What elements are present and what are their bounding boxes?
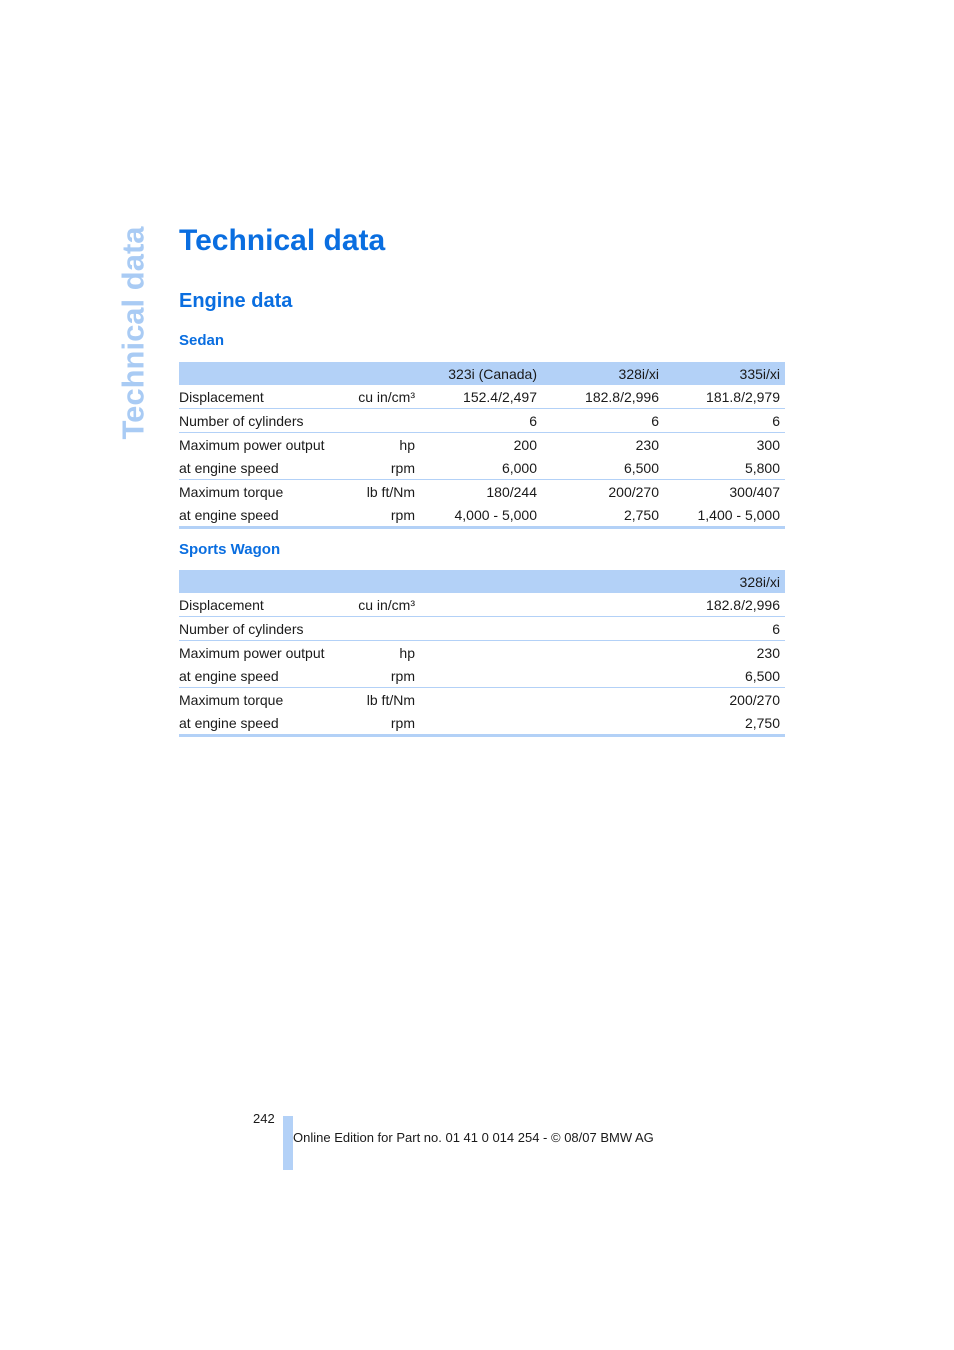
row-label: Number of cylinders — [179, 617, 354, 641]
cell-value: 6 — [420, 617, 785, 641]
row-label: Maximum power output — [179, 641, 354, 665]
row-label: Maximum torque — [179, 480, 354, 504]
page-number: 242 — [253, 1111, 275, 1126]
side-tab — [116, 228, 152, 438]
column-header: 323i (Canada) — [420, 362, 542, 385]
cell-value: 2,750 — [542, 503, 664, 528]
row-unit: hp — [354, 433, 420, 457]
cell-value: 182.8/2,996 — [585, 388, 659, 405]
cell-value: 6 — [664, 409, 785, 433]
cell-value: 300/407 — [664, 480, 785, 504]
row-unit: cu in/cm³ — [358, 388, 415, 405]
table-row — [179, 503, 785, 528]
row-label: Number of cylinders — [179, 409, 354, 433]
cell-value: 182.8/2,996 — [706, 596, 780, 613]
table-row — [179, 641, 785, 665]
table-row — [179, 688, 785, 712]
table-header-row — [179, 570, 785, 593]
table-row — [179, 617, 785, 641]
row-label: Maximum torque — [179, 688, 354, 712]
wagon-title: Sports Wagon — [179, 541, 281, 558]
column-header: 328i/xi — [420, 570, 785, 593]
row-label: at engine speed — [179, 503, 354, 528]
wagon-table — [179, 570, 785, 737]
row-label: Maximum power output — [179, 433, 354, 457]
row-label: Displacement — [179, 596, 264, 613]
row-unit: rpm — [390, 459, 415, 476]
cell-value: 6 — [542, 409, 664, 433]
cell-value: 200 — [420, 433, 542, 457]
table-row — [179, 433, 785, 457]
row-unit: rpm — [390, 667, 415, 684]
cell-value: 200/270 — [420, 688, 785, 712]
column-header: 335i/xi — [664, 362, 785, 385]
table-row — [179, 456, 785, 480]
table-row — [179, 593, 785, 617]
cell-value: 4,000 - 5,000 — [420, 503, 542, 528]
footer-accent-bar — [283, 1116, 293, 1170]
cell-value: 5,800 — [744, 459, 780, 476]
cell-value: 2,750 — [420, 711, 785, 736]
cell-value: 230 — [542, 433, 664, 457]
table-row — [179, 711, 785, 736]
cell-value: 152.4/2,497 — [463, 388, 537, 405]
cell-value: 1,400 - 5,000 — [664, 503, 785, 528]
row-label: at engine speed — [179, 667, 279, 684]
page-title: Technical data — [179, 224, 386, 257]
row-unit: hp — [354, 641, 420, 665]
cell-value: 6 — [420, 409, 542, 433]
sedan-title: Sedan — [179, 332, 225, 349]
sedan-table — [179, 362, 785, 529]
row-unit: lb ft/Nm — [354, 480, 420, 504]
row-unit: rpm — [354, 503, 420, 528]
cell-value: 300 — [664, 433, 785, 457]
table-row — [179, 480, 785, 504]
side-tab-label: Technical data — [116, 226, 151, 440]
cell-value: 181.8/2,979 — [706, 388, 780, 405]
table-header-row — [179, 362, 785, 385]
cell-value: 6,500 — [623, 459, 659, 476]
row-unit — [354, 617, 420, 641]
row-label: at engine speed — [179, 711, 354, 736]
cell-value: 6,500 — [744, 667, 780, 684]
cell-value: 6,000 — [501, 459, 537, 476]
row-unit: rpm — [354, 711, 420, 736]
row-unit: cu in/cm³ — [358, 596, 415, 613]
table-row — [179, 385, 785, 409]
section-title: Engine data — [179, 290, 293, 312]
cell-value: 200/270 — [542, 480, 664, 504]
row-label: Displacement — [179, 388, 264, 405]
column-header: 328i/xi — [542, 362, 664, 385]
table-row — [179, 664, 785, 688]
footer-text: Online Edition for Part no. 01 41 0 014 254 - © 08/07 BMW AG — [293, 1130, 654, 1145]
table-row — [179, 409, 785, 433]
row-unit — [354, 409, 420, 433]
row-unit: lb ft/Nm — [354, 688, 420, 712]
cell-value: 230 — [420, 641, 785, 665]
row-label: at engine speed — [179, 459, 279, 476]
cell-value: 180/244 — [420, 480, 542, 504]
